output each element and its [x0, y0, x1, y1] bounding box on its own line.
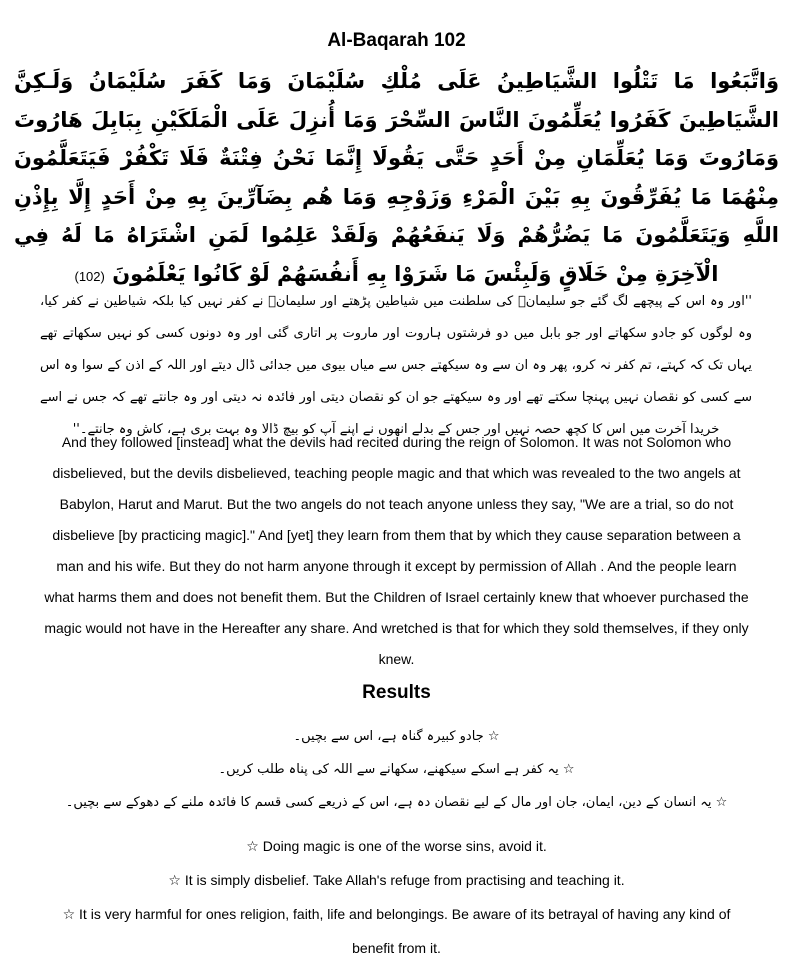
english-result-item — [0, 830, 793, 864]
urdu-result-item — [0, 720, 793, 753]
star-icon: ☆ — [246, 839, 259, 855]
star-icon: ☆ — [62, 907, 76, 923]
english-result-item — [0, 898, 793, 965]
english-result-text: It is simply disbelief. Take Allah's refuge from practising and teaching it. — [184, 872, 625, 888]
arabic-verse-text: وَاتَّبَعُوا مَا تَتْلُوا الشَّيَاطِينُ عَلَى مُلْكِ سُلَيْمَانَ وَمَا كَفَرَ سُلَيْمَانُ وَلَـكِنَّ الشَّيَاطِينَ كَفَرُوا يُعَلِّمُونَ النَّاسَ السِّحْرَ وَمَا أُنزِلَ عَلَى الْمَلَكَيْنِ بِبَابِلَ هَارُوتَ وَمَارُوتَ وَمَا يُعَلِّمَانِ مِنْ أَحَدٍ حَتَّى يَقُولَا إِنَّمَا نَحْنُ فِتْنَةٌ فَلَا تَكْفُرْ فَيَتَعَلَّمُونَ مِنْهُمَا مَا يُفَرِّقُونَ بِهِ بَيْنَ الْمَرْءِ وَزَوْجِهِ وَمَا هُم بِضَآرِّينَ بِهِ مِنْ أَحَدٍ إِلَّا بِإِذْنِ اللَّهِ وَيَتَعَلَّمُونَ مَا يَضُرُّهُمْ وَلَا يَنفَعُهُمْ وَلَقَدْ عَلِمُوا لَمَنِ اشْتَرَاهُ مَا لَهُ فِي الْآخِرَةِ مِنْ خَلَاقٍ وَلَبِئْسَ مَا شَرَوْا بِهِ أَنفُسَهُمْ لَوْ كَانُوا يَعْلَمُونَ — [14, 69, 779, 286]
english-result-item — [0, 864, 793, 898]
english-translation: And they followed [instead] what the devils had recited during the reign of Solomon. It was not Solomon who disbelieved, but the devils disbelieved, teaching people magic and that which was revealed to the two angels at Babylon, Harut and Marut. But the two angels do not teach anyone unless they say, "We are a trial, so do not disbelieve [by practicing magic]." And [yet] they learn from them that by which they cause separation between a man and his wife. But they do not harm anyone through it except by permission of Allah . And the people learn what harms them and does not benefit them. But the Children of Israel certainly knew that whoever purchased the magic would not have in the Hereafter any share. And wretched is that for which they sold themselves, if they only knew. — [44, 434, 749, 667]
urdu-result-item — [0, 786, 793, 819]
urdu-result-item — [0, 753, 793, 786]
arabic-verse — [14, 62, 779, 296]
urdu-translation: ''اور وہ اس کے پیچھے لگ گئے جو سلیمانؑ کی سلطنت میں شیاطین پڑھتے اور سلیمانؑ نے کفر نہیں کیا بلکہ شیاطین نے کفر کیا، وہ لوگوں کو جادو سکھاتے اور جو بابل میں دو فرشتوں ہاروت اور ماروت پر اتاری گئی اور وہ دونوں کسی کو نہیں سکھاتے تھے یہاں تک کہ کہتے، تم کفر نہ کرو، پھر وہ ان سے وہ سیکھتے جس سے میاں بیوی میں جدائی ڈال دیتے اور اللہ کے اذن کے سوا وہ اس سے کسی کو نقصان نہیں پہنچا سکتے تھے اور وہ سیکھتے جو ان کو نقصان دیتی اور فائدہ نہ دیتی اور وہ جانتے تھے کہ جس نے اسے خریدا آخرت میں اس کا کچھ حصہ نہیں اور جس کے بدلے انھوں نے اپنے آپ کو بیچ ڈالا وہ بہت بری ہے، کاش وہ جانتے۔'' — [40, 294, 752, 437]
ayah-number: (102) — [74, 268, 105, 284]
english-result-text: It is very harmful for ones religion, faith, life and belongings. Be aware of its betrayal of having any kind of benefit from it. — [79, 906, 731, 956]
results-heading: Results — [362, 682, 431, 703]
english-result-text: Doing magic is one of the worse sins, avoid it. — [262, 838, 547, 854]
star-icon: ☆ — [562, 762, 575, 777]
urdu-result-text: یہ انسان کے دین، ایمان، جان اور مال کے لیے نقصان دہ ہے، اس کے ذریعے کسی قسم کا فائدہ ملنے کے دھوکے سے بچیں۔ — [65, 795, 712, 810]
star-icon: ☆ — [487, 729, 500, 744]
star-icon: ☆ — [168, 873, 181, 889]
urdu-results-list — [0, 720, 793, 819]
urdu-result-text: جادو کبیرہ گناہ ہے، اس سے بچیں۔ — [293, 729, 484, 744]
english-results-list — [0, 830, 793, 965]
page-title: Al-Baqarah 102 — [327, 30, 466, 51]
star-icon: ☆ — [715, 795, 728, 810]
urdu-result-text: یہ کفر ہے اسکے سیکھنے، سکھانے سے اللہ کی پناہ طلب کریں۔ — [218, 762, 559, 777]
